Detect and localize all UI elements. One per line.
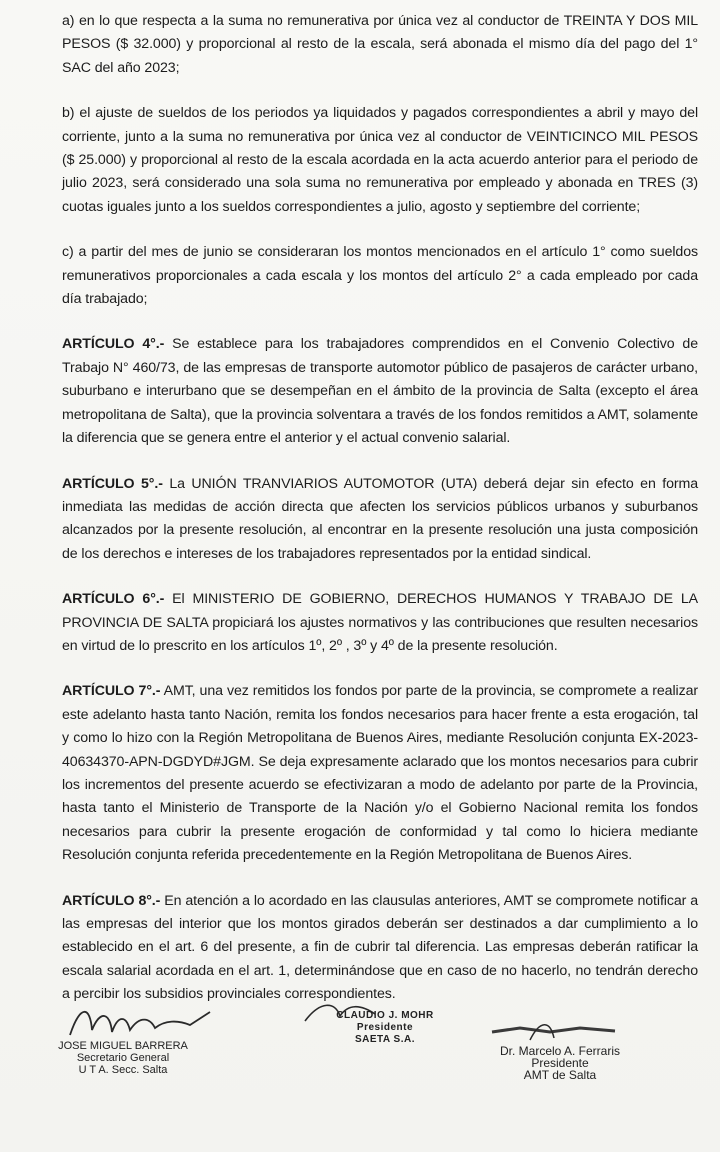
left-signer-role: Secretario General bbox=[76, 1052, 170, 1064]
middle-signer-org: SAETA S.A. bbox=[354, 1034, 415, 1045]
article-7-text: AMT, una vez remitidos los fondos por parte de la provincia, se compromete a realizar este adelanto hasta tanto Nación, remita los fondos necesarios para hacer frente a esta erogación, tal y como lo hizo con la Región Metropolitana de Buenos Aires, mediante Resolución conjunta EX-2023-40634370-APN-DGDYD#JGM. Se deja expresamente aclarado que los montos necesarios para cubrir los incrementos del presente acuerdo se efectivizaran a modo de adelanto por parte de la Provincia, hasta tanto el Ministerio de Transporte de la Nación y/o el Gobierno Nacional remita los fondos necesarios para cubrir la presente erogación de conformidad y tal como lo hiciera mediante Resolución conjunta referida precedentemente en la Región Metropolitana de Buenos Aires. bbox=[62, 683, 698, 864]
item-c bbox=[62, 241, 698, 311]
middle-signer-role: Presidente bbox=[356, 1022, 414, 1033]
article-6 bbox=[62, 588, 698, 658]
signatures-area bbox=[0, 990, 720, 1100]
right-signer-org: AMT de Salta bbox=[523, 1068, 597, 1082]
article-6-heading: ARTÍCULO 6°.- bbox=[62, 591, 165, 608]
right-signer-name: Dr. Marcelo A. Ferraris bbox=[499, 1044, 621, 1058]
article-4 bbox=[62, 333, 698, 450]
article-8-text: En atención a lo acordado en las clausulas anteriores, AMT se compromete notificar a las empresas del interior que los montos girados deberán ser destinados a dar cumplimiento a lo establecido en el art. 6 del presente, a fin de cubrir tal diferencia. Las empresas deberán ratificar la escala salarial acordada en el art. 1, determinándose que en caso de no hacerlo, no tendrán derecho a percibir los subsidios provinciales correspondientes. bbox=[62, 892, 698, 1003]
middle-signer-name: CLAUDIO J. MOHR bbox=[336, 1010, 434, 1021]
article-6-text: El MINISTERIO DE GOBIERNO, DERECHOS HUMANOS Y TRABAJO DE LA PROVINCIA DE SALTA propiciará los ajustes normativos y las contribuciones que resulten necesarios en virtud de lo prescrito en los artículos 1º, 2º , 3º y 4º de la presente resolución. bbox=[62, 591, 698, 654]
article-7 bbox=[62, 680, 698, 867]
article-5 bbox=[62, 473, 698, 567]
left-signer-name: JOSE MIGUEL BARRERA bbox=[58, 1040, 188, 1052]
article-5-text: La UNIÓN TRANVIARIOS AUTOMOTOR (UTA) deberá dejar sin efecto en forma inmediata las medidas de acción directa que afecten los servicios públicos urbanos y suburbanos alcanzados por la presente resolución, al encontrar en la presente resolución una justa composición de los derechos e intereses de los trabajadores representados por la entidad sindical. bbox=[62, 475, 699, 562]
right-signature-block bbox=[470, 1045, 650, 1081]
item-c-text: c) a partir del mes de junio se consideraran los montos mencionados en el artículo 1° como sueldos remunerativos proporcionales a cada escala y los montos del artículo 2° a cada empleado por cada día trabajado; bbox=[62, 244, 698, 308]
document-body bbox=[62, 10, 698, 1029]
item-a-text: a) en lo que respecta a la suma no remunerativa por única vez al conductor de TREINTA Y DOS MIL PESOS ($ 32.000) y proporcional al resto de la escala, será abonada el mismo día del pago del 1° SAC del año 2023; bbox=[62, 13, 698, 76]
left-handwritten-signature bbox=[60, 1000, 220, 1045]
item-a bbox=[62, 10, 698, 80]
right-signer-role: Presidente bbox=[531, 1056, 589, 1070]
item-b bbox=[62, 102, 698, 219]
article-5-heading: ARTÍCULO 5°.- bbox=[62, 475, 163, 492]
article-7-heading: ARTÍCULO 7°.- bbox=[62, 683, 161, 700]
left-signature-block bbox=[38, 1040, 208, 1076]
article-4-heading: ARTÍCULO 4°.- bbox=[62, 336, 165, 353]
item-b-text: b) el ajuste de sueldos de los periodos ya liquidados y pagados correspondientes a abril y mayo del corriente, junto a la suma no remunerativa por única vez al conductor de VEINTICINCO MIL PESOS ($ 25.000) y proporcional al resto de la escala acordada en la acta acuerdo anterior para el periodo de julio 2023, será considerado una sola suma no remunerativa por empleado y abonada en TRES (3) cuotas iguales junto a los sueldos correspondientes a julio, agosto y septiembre del corriente; bbox=[62, 105, 698, 215]
article-4-text: Se establece para los trabajadores comprendidos en el Convenio Colectivo de Trabajo N° 460/73, de las empresas de transporte automotor público de pasajeros de carácter urbano, suburbano e interurbano que se desempeñan en el ámbito de la provincia de Salta (excepto el área metropolitana de Salta), que la provincia solventara a través de los fondos remitidos a AMT, solamente la diferencia que se genera entre el anterior y el actual convenio salarial. bbox=[62, 336, 698, 447]
left-signer-org: U T A. Secc. Salta bbox=[78, 1064, 168, 1076]
right-handwritten-signature bbox=[490, 1018, 620, 1044]
middle-stamp bbox=[330, 1010, 440, 1046]
article-8-heading: ARTÍCULO 8°.- bbox=[62, 892, 161, 909]
